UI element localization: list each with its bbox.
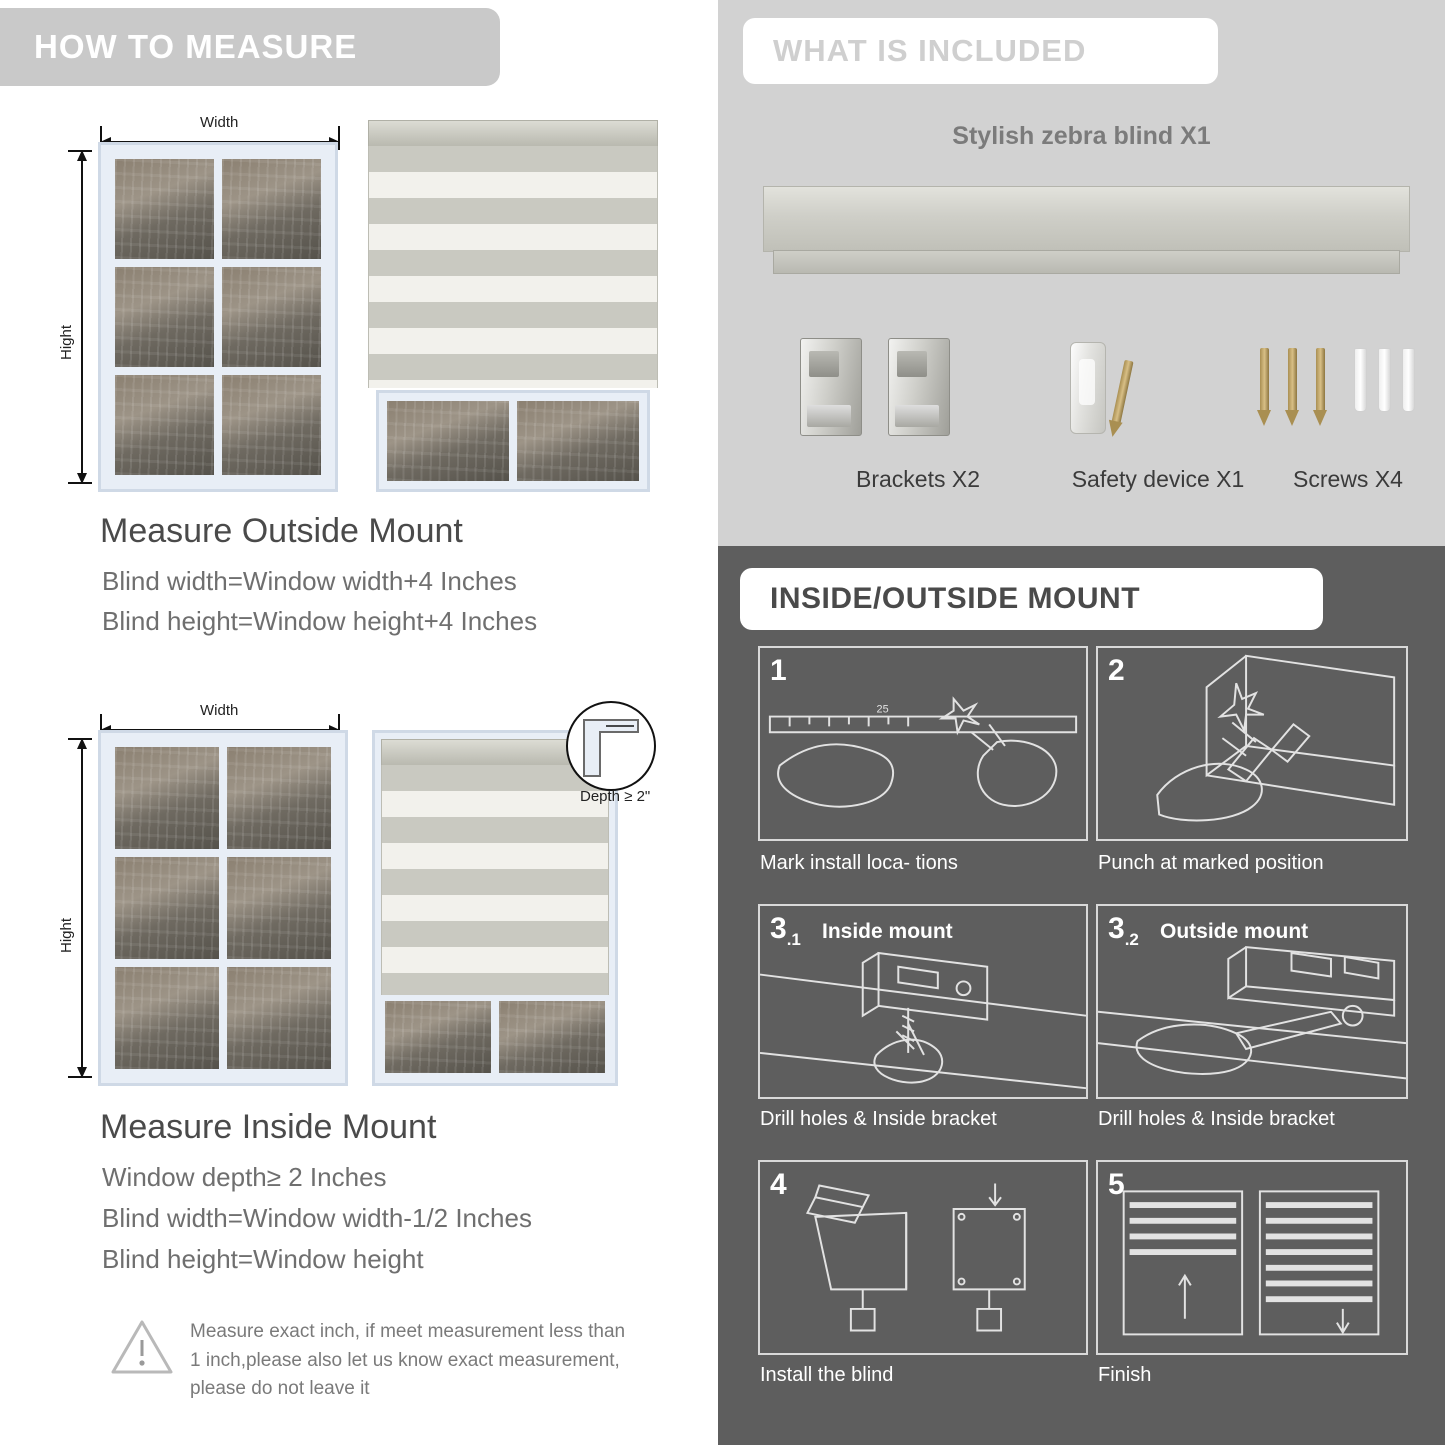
step-3-2-sketch (1098, 906, 1406, 1097)
depth-label: Depth ≥ 2" (580, 788, 651, 805)
inside-mount-illustration (0, 698, 712, 1098)
blind-headrail-large (763, 186, 1410, 252)
step-3-1-label: Inside mount (822, 920, 953, 943)
what-is-included-panel (718, 0, 1445, 546)
window-pane (115, 967, 219, 1069)
window-pane (227, 747, 331, 849)
lower-window-outside (376, 390, 650, 492)
step-5-number: 5 (1108, 1168, 1125, 1201)
blind-headrail-base (773, 250, 1400, 274)
step-1-number: 1 (770, 654, 787, 687)
step-1-sketch (760, 648, 1086, 839)
step-3-1-illustration (758, 904, 1088, 1099)
part-caption-brackets: Brackets X2 (856, 466, 980, 492)
inside-mount-line-2: Blind width=Window width-1/2 Inches (102, 1203, 532, 1233)
step-5-illustration (1096, 1160, 1408, 1355)
inside-mount-line-3: Blind height=Window height (102, 1244, 424, 1274)
lower-window-panes (385, 1001, 605, 1073)
step-4-sketch (760, 1162, 1086, 1353)
bracket-part-2 (888, 338, 950, 436)
outside-mount-line-2: Blind height=Window height+4 Inches (102, 606, 538, 636)
measure-note-text: Measure exact inch, if meet measurement less than 1 inch,please also let us know exact measurement, please do not leave it (190, 1321, 626, 1399)
inside-mount-title: Measure Inside Mount (100, 1108, 437, 1146)
window-pane (227, 967, 331, 1069)
part-caption-safety: Safety device X1 (1071, 466, 1245, 492)
how-to-measure-panel (0, 0, 712, 1445)
step-5-sketch (1098, 1162, 1406, 1353)
window-pane (227, 857, 331, 959)
measure-note (110, 1318, 640, 1404)
anchor-part-3 (1402, 348, 1415, 412)
window-outside (98, 142, 338, 492)
bracket-part-1 (800, 338, 862, 436)
parts-row (748, 330, 1413, 460)
window-pane (115, 375, 214, 475)
how-to-measure-header (0, 8, 500, 86)
screw-part-2 (1288, 348, 1297, 412)
outside-mount-line-1: Blind width=Window width+4 Inches (102, 566, 517, 596)
height-label-outside: Hight (58, 324, 75, 360)
step-4-caption: Install the blind (760, 1364, 894, 1386)
step-3-2-label: Outside mount (1160, 920, 1309, 943)
window-pane (222, 267, 321, 367)
what-is-included-title: WHAT IS INCLUDED (773, 33, 1087, 68)
step-1-caption: Mark install loca- tions (760, 852, 958, 874)
safety-screw-part (1111, 360, 1133, 424)
svg-text:25: 25 (876, 703, 889, 716)
window-pane (222, 159, 321, 259)
height-arrow-outside (62, 142, 92, 492)
window-panes (115, 747, 331, 1069)
what-is-included-header (743, 18, 1218, 84)
window-pane (499, 1001, 605, 1073)
window-pane (115, 267, 214, 367)
window-pane (222, 375, 321, 475)
blind-product-label: Stylish zebra blind X1 (952, 122, 1211, 150)
screw-part-1 (1260, 348, 1269, 412)
step-4-number: 4 (770, 1168, 787, 1201)
how-to-measure-title: HOW TO MEASURE (34, 28, 358, 65)
step-1-illustration (758, 646, 1088, 841)
window-pane (387, 401, 509, 481)
step-3-2-illustration (1096, 904, 1408, 1099)
step-2-caption: Punch at marked position (1098, 852, 1324, 874)
window-pane (115, 747, 219, 849)
warning-icon (110, 1318, 174, 1376)
step-3-1-number: $3_{.1}$ (770, 912, 801, 949)
blind-fabric (368, 146, 658, 388)
step-3-2-caption: Drill holes & Inside bracket (1098, 1108, 1335, 1130)
window-pane (115, 857, 219, 959)
screw-part-3 (1316, 348, 1325, 412)
window-pane (115, 159, 214, 259)
lower-window-panes (387, 401, 639, 481)
anchor-part-2 (1378, 348, 1391, 412)
step-3-1-sketch (760, 906, 1086, 1097)
width-label-inside: Width (200, 702, 239, 719)
inside-outside-mount-title: INSIDE/OUTSIDE MOUNT (770, 582, 1141, 615)
inside-mount-line-1: Window depth≥ 2 Inches (102, 1162, 387, 1192)
safety-device-part (1070, 342, 1106, 434)
height-label-inside: Hight (58, 917, 75, 953)
blind-headrail (368, 120, 658, 148)
window-panes (115, 159, 321, 475)
step-3-1-caption: Drill holes & Inside bracket (760, 1108, 997, 1130)
step-4-illustration (758, 1160, 1088, 1355)
step-2-sketch (1098, 648, 1406, 839)
outside-mount-illustration (0, 100, 712, 500)
inside-outside-mount-header (740, 568, 1323, 630)
part-caption-screws: Screws X4 (1293, 466, 1403, 492)
window-with-blind-outside (368, 120, 658, 492)
width-label-outside: Width (200, 114, 239, 131)
inside-outside-mount-panel (718, 546, 1445, 1445)
outside-mount-title: Measure Outside Mount (100, 512, 463, 550)
window-pane (385, 1001, 491, 1073)
window-inside (98, 730, 348, 1086)
step-2-illustration (1096, 646, 1408, 841)
step-2-number: 2 (1108, 654, 1125, 687)
step-5-caption: Finish (1098, 1364, 1152, 1386)
anchor-part-1 (1354, 348, 1367, 412)
window-pane (517, 401, 639, 481)
zebra-blind-outside (368, 120, 658, 388)
height-arrow-inside (62, 730, 92, 1086)
step-3-2-number: $3_{.2}$ (1108, 912, 1139, 949)
